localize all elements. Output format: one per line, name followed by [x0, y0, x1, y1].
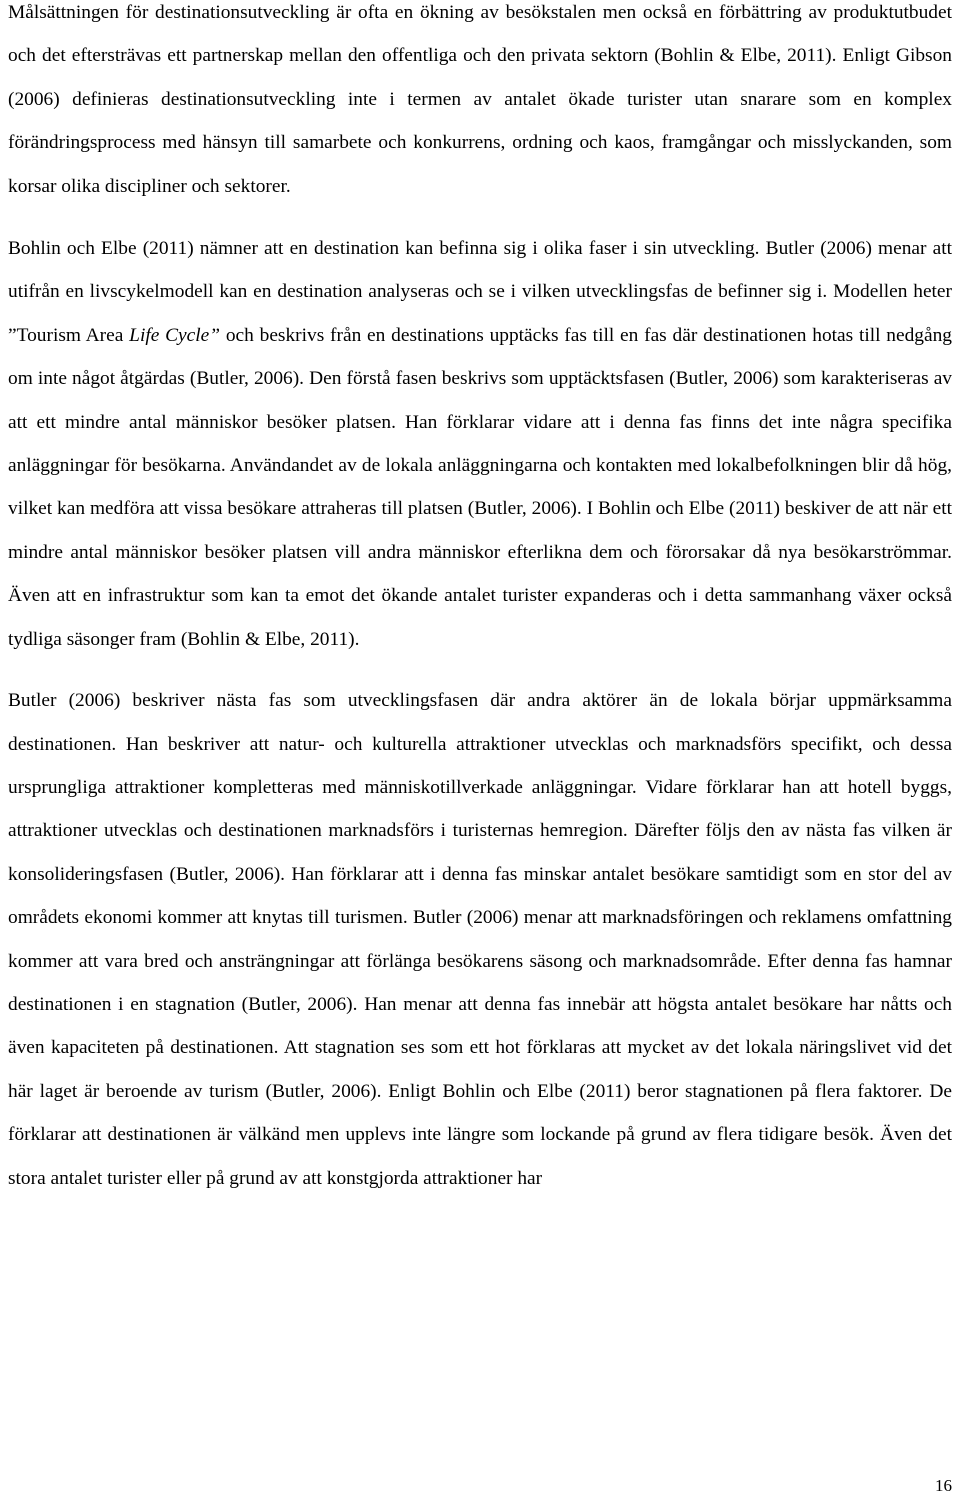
page-number: 16: [935, 1476, 952, 1495]
paragraph-livscykelmodell: [8, 227, 952, 661]
paragraph-livscykelmodell-text-start: Bohlin och Elbe (2011) nämner att en destination kan befinna sig i olika faser i sin utveckling. Butler (2006) menar att utifrån en livscykelmodell kan en destination analyseras och se i vilken utvecklingsfas de befinner sig i. Modellen heter ”Tourism Area: [8, 238, 952, 346]
paragraph-utvecklingsfasen: Butler (2006) beskriver nästa fas som utvecklingsfasen där andra aktörer än de lokala börjar uppmärksamma destinationen. Han beskriver att natur- och kulturella attraktioner utvecklas och marknadsförs specifikt, och dessa ursprungliga attraktioner kompletteras med människotillverkade anläggningar. Vidare förklarar han att hotell byggs, attraktioner utvecklas och destinationen marknadsförs i turisternas hemregion. Därefter följs den av nästa fas vilken är konsolideringsfasen (Butler, 2006). Han förklarar att i denna fas minskar antalet besökare samtidigt som en stor del av områdets ekonomi kommer att knytas till turismen. Butler (2006) menar att marknadsföringen och reklamens omfattning kommer att vara bred och ansträngningar att förlänga besökarens säsong och marknadsområde. Efter denna fas hamnar destinationen i en stagnation (Butler, 2006). Han menar att denna fas innebär att högsta antalet besökare har nåtts och även kapaciteten på destinationen. Att stagnation ses som ett hot förklaras att mycket av det lokala näringslivet vid det här laget är beroende av turism (Butler, 2006). Enligt Bohlin och Elbe (2011) beror stagnationen på flera faktorer. De förklarar att destinationen är välkänd men upplevs inte längre som lockande på grund av flera tidigare besök. Även det stora antalet turister eller på grund av att konstgjorda attraktioner har: [8, 690, 952, 1189]
paragraph-livscykelmodell-text-end: och beskrivs från en destinations upptäcks fas till en fas där destinationen hotas till nedgång om inte något åtgärdas (Butler, 2006). Den förstå fasen beskrivs som upptäcktsfasen (Butler, 2006) som karakteriseras av att ett mindre antal människor besöker platsen. Han förklarar vidare att i denna fas finns det inte några specifika anläggningar för besökarna. Användandet av de lokala anläggningarna och kontakten med lokalbefolkningen blir då hög, vilket kan medföra att vissa besökare attraheras till platsen (Butler, 2006). I Bohlin och Elbe (2011) beskiver de att när ett mindre antal människor besöker platsen vill andra människor efterlikna dem och förorsakar då nya besökarströmmar. Även att en infrastruktur som kan ta emot det ökande antalet turister expanderas och i detta sammanhang växer också tydliga säsonger fram (Bohlin & Elbe, 2011).: [8, 324, 953, 650]
italic-term-life-cycle: Life Cycle”: [129, 324, 221, 346]
paragraph-destinationsutveckling: Målsättningen för destinationsutveckling är ofta en ökning av besökstalen men också en förbättring av produktutbudet och det eftersträvas ett partnerskap mellan den offentliga och den privata sektorn (Bohlin & Elbe, 2011). Enligt Gibson (2006) definieras destinationsutveckling inte i termen av antalet ökade turister utan snarare som en komplex förändringsprocess med hänsyn till samarbete och konkurrens, ordning och kaos, framgångar och misslyckanden, som korsar olika discipliner och sektorer.: [8, 2, 952, 197]
